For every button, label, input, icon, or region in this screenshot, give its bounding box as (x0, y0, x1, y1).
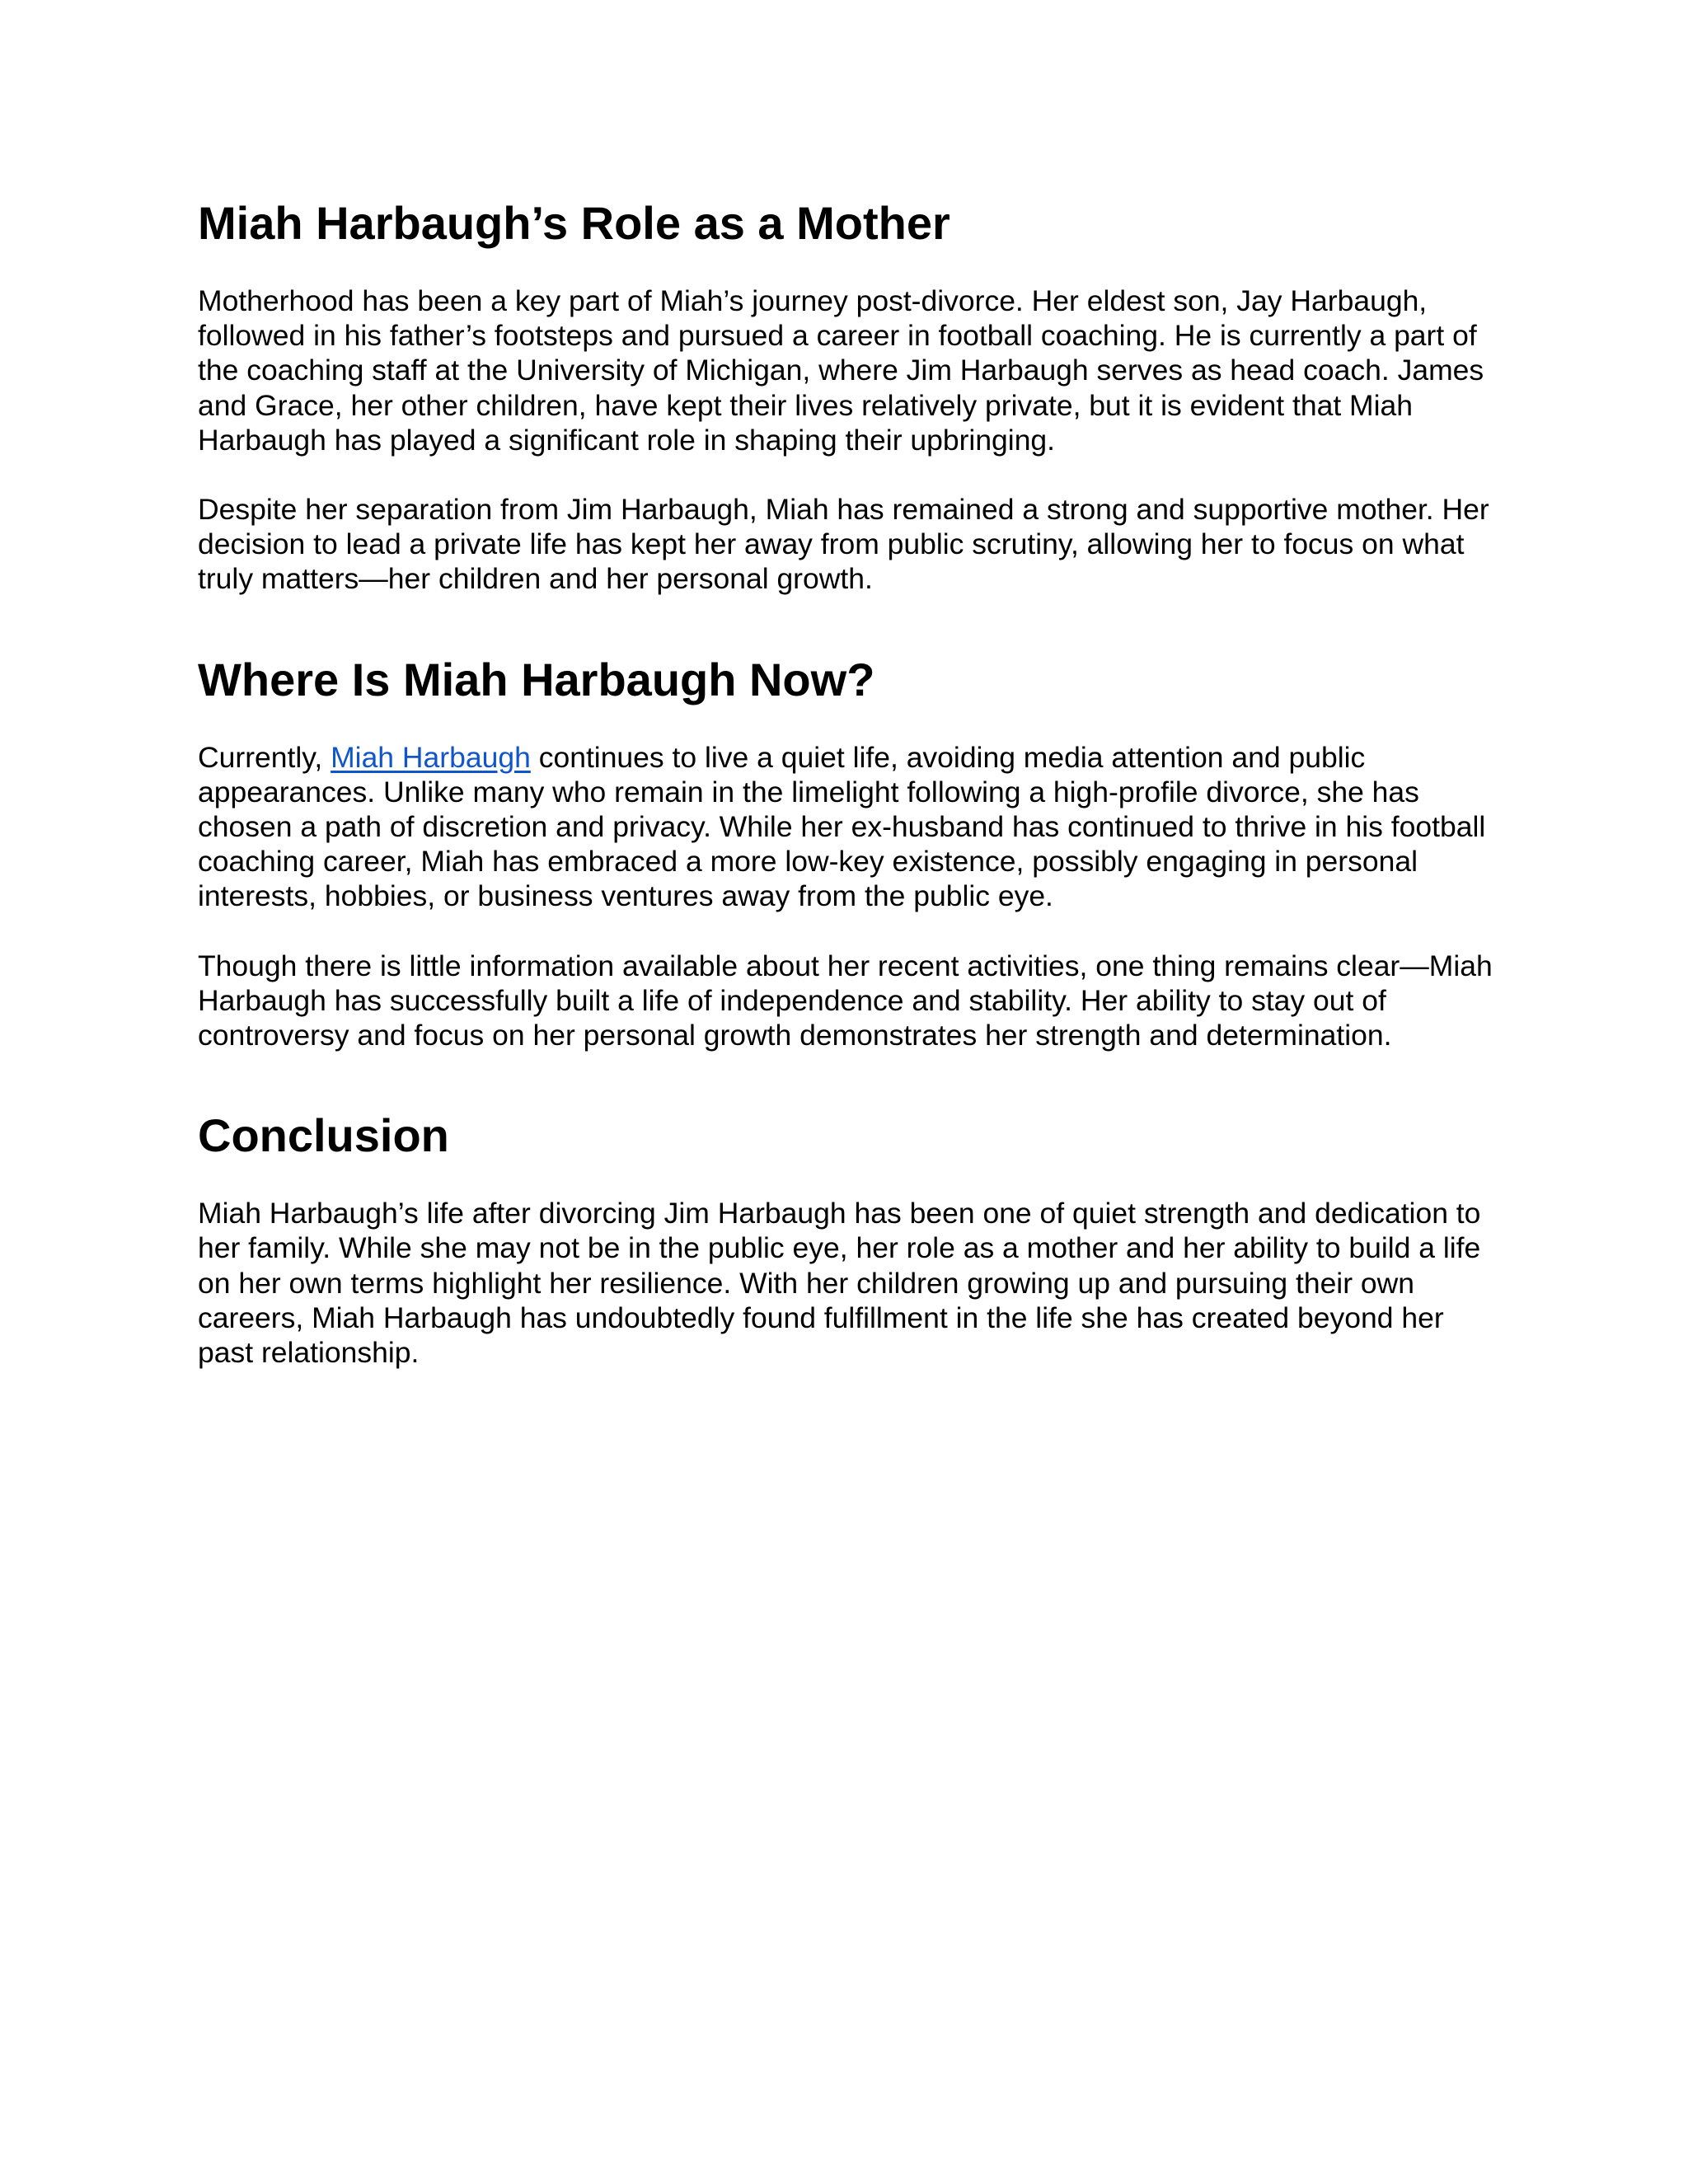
document-body (198, 194, 1500, 1370)
section-heading-role-as-mother: Miah Harbaugh’s Role as a Mother (198, 197, 950, 249)
section-heading-where-now: Where Is Miah Harbaugh Now? (198, 653, 875, 705)
paragraph-currently-rest: continues to live a quiet life, avoiding media attention and public appearances. Unlike many who remain in the limelight following a high-profile divorce, she has chosen a path of discretion and privacy. While her ex-husband has continued to thrive in his football coaching career, Miah has embraced a more low-key existence, possibly engaging in personal interests, hobbies, or business ventures away from the public eye. (198, 740, 1486, 913)
paragraph-little-information: Though there is little information available about her recent activities, one thing remains clear—Miah Harbaugh has successfully built a life of independence and stability. Her ability to stay out of controversy and focus on her personal growth demonstrates her strength and determination. (198, 949, 1493, 1052)
section-heading-conclusion: Conclusion (198, 1109, 449, 1162)
paragraph-separation: Despite her separation from Jim Harbaugh, Miah has remained a strong and supportive mother. Her decision to lead a private life has kept her away from public scrutiny, allowing her to focus on what truly matters—her children and her personal growth. (198, 493, 1489, 596)
paragraph-motherhood: Motherhood has been a key part of Miah’s journey post-divorce. Her eldest son, Jay Harbaugh, followed in his father’s footsteps and pursued a career in football coaching. He is currently a part of the coaching staff at the University of Michigan, where Jim Harbaugh serves as head coach. James and Grace, her other children, have kept their lives relatively private, but it is evident that Miah Harbaugh has played a significant role in shaping their upbringing. (198, 284, 1484, 457)
paragraph-currently-lead: Currently, (198, 740, 331, 774)
paragraph-conclusion: Miah Harbaugh’s life after divorcing Jim Harbaugh has been one of quiet strength and dedication to her family. While she may not be in the public eye, her role as a mother and her ability to build a life on her own terms highlight her resilience. With her children growing up and pursuing their own careers, Miah Harbaugh has undoubtedly found fulfillment in the life she has created beyond her past relationship. (198, 1197, 1481, 1370)
paragraph-currently (198, 740, 1500, 914)
miah-harbaugh-link[interactable]: Miah Harbaugh (331, 740, 531, 774)
